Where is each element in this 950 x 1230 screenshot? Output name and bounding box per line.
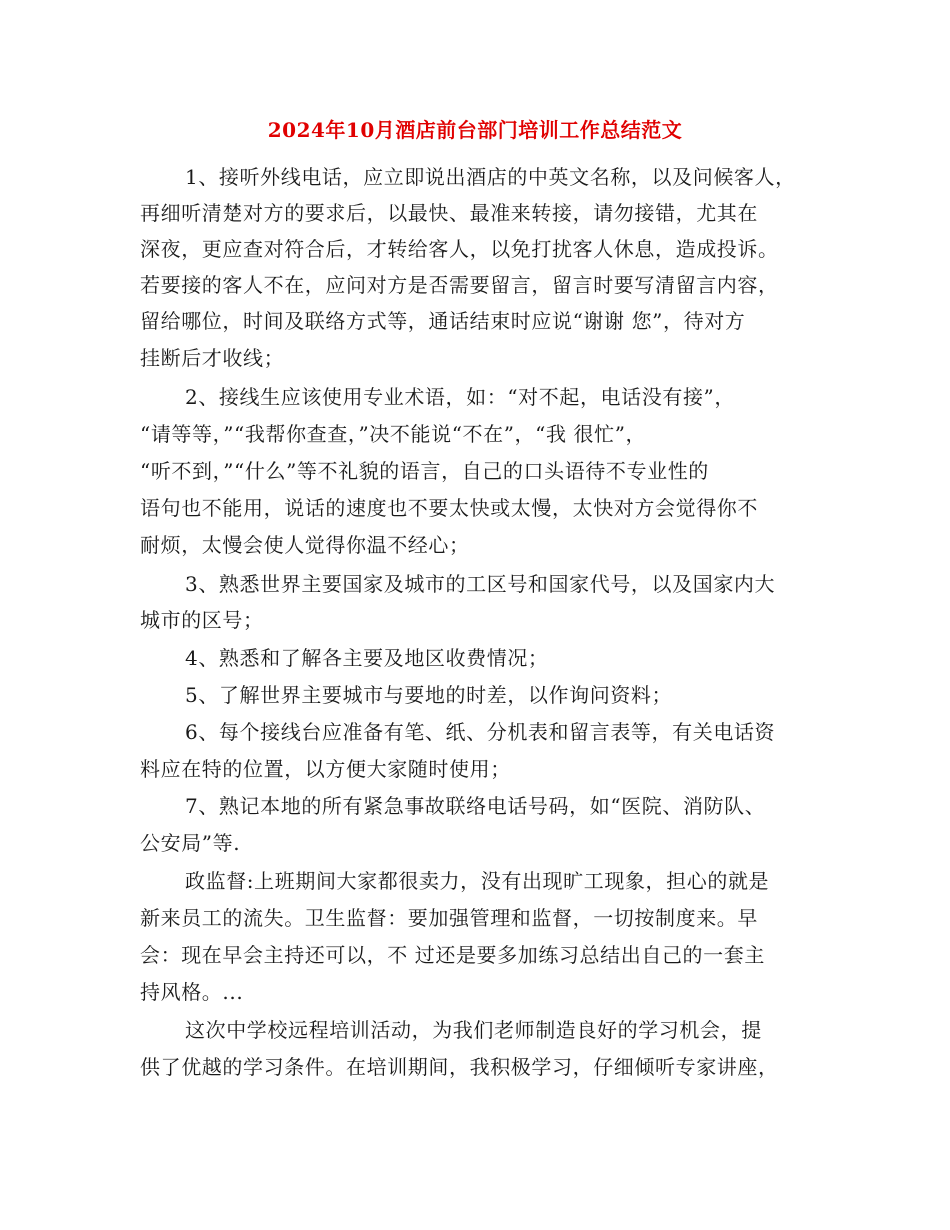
text-line: 3、熟悉世界主要国家及城市的工区号和国家代号，以及国家内大 xyxy=(185,572,776,596)
text-line: 料应在特的位置，以方便大家随时使用； xyxy=(140,757,511,781)
text-line: “听不到，”“什么”等不礼貌的语言，自己的口头语待不专业性的 xyxy=(140,459,709,483)
text-line: 2、接线生应该使用专业术语，如：“对不起，电话没有接”， xyxy=(185,385,735,409)
text-line: 深夜，更应查对符合后，才转给客人，以免打扰客人休息，造成投诉。 xyxy=(140,237,779,261)
text-line: 公安局”等. xyxy=(140,831,241,855)
text-line: 会：现在早会主持还可以，不 过还是要多加练习总结出自己的一套主 xyxy=(140,943,765,967)
text-line: 1、接听外线电话，应立即说出酒店的中英文名称，以及问候客人， xyxy=(185,165,796,189)
text-line: “请等等，”“我帮你查查，”决不能说“不在”，“我 很忙”， xyxy=(140,422,647,446)
text-line: 语句也不能用，说话的速度也不要太快或太慢，太快对方会觉得你不 xyxy=(140,496,758,520)
text-line: 政监督:上班期间大家都很卖力，没有出现旷工现象，担心的就是 xyxy=(185,869,770,893)
document-title: 2024年10月酒店前台部门培训工作总结范文 xyxy=(267,118,683,142)
text-line: 4、熟悉和了解各主要及地区收费情况； xyxy=(185,646,549,670)
text-line: 若要接的客人不在，应问对方是否需要留言，留言时要写清留言内容， xyxy=(140,273,779,297)
text-line: 5、了解世界主要城市与要地的时差，以作询问资料； xyxy=(185,683,673,707)
text-line: 持风格。... xyxy=(140,980,244,1004)
text-line: 供了优越的学习条件。在培训期间，我积极学习，仔细倾听专家讲座， xyxy=(140,1055,779,1079)
text-line: 新来员工的流失。卫生监督：要加强管理和监督，一切按制度来。早 xyxy=(140,906,758,930)
text-line: 城市的区号； xyxy=(140,608,264,632)
text-line: 留给哪位，时间及联络方式等，通话结束时应说“谢谢 您”，待对方 xyxy=(140,309,746,333)
text-line: 挂断后才收线； xyxy=(140,346,285,370)
text-line: 6、每个接线台应准备有笔、纸、分机表和留言表等，有关电话资 xyxy=(185,720,776,744)
text-line: 再细听清楚对方的要求后，以最快、最准来转接，请勿接错，尤其在 xyxy=(140,201,758,225)
text-line: 这次中学校远程培训活动，为我们老师制造良好的学习机会，提 xyxy=(185,1018,762,1042)
text-line: 7、熟记本地的所有紧急事故联络电话号码，如“医院、消防队、 xyxy=(185,794,766,818)
text-line: 耐烦，太慢会使人觉得你温不经心； xyxy=(140,533,470,557)
